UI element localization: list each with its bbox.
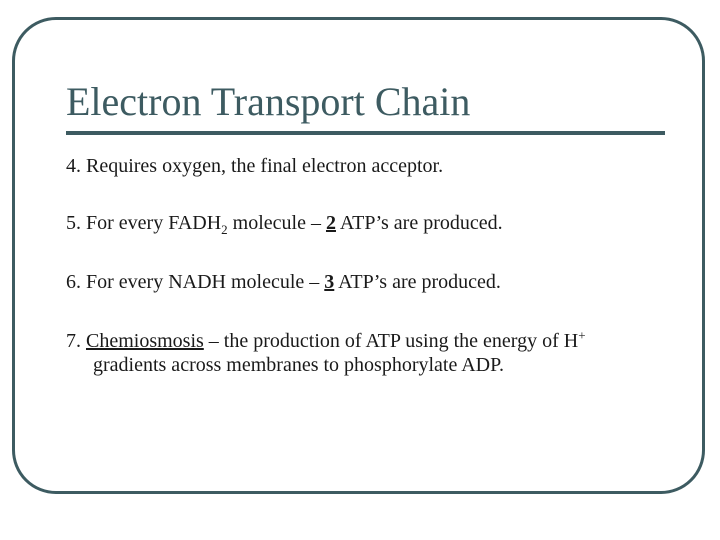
bullet-6-text-end: ATP’s are produced. bbox=[334, 271, 501, 293]
bullet-5 bbox=[66, 211, 503, 235]
bullet-7-superscript: + bbox=[578, 327, 586, 343]
bullet-6-number: 6. bbox=[66, 271, 81, 293]
bullet-6-text-start: For every NADH molecule – bbox=[81, 271, 325, 293]
bullet-5-text-end: ATP’s are produced. bbox=[335, 212, 503, 234]
bullet-4-number: 4. bbox=[66, 155, 81, 177]
bullet-6 bbox=[66, 270, 501, 294]
bullet-6-atp-value: 3 bbox=[324, 271, 335, 293]
bullet-5-text-middle: molecule – bbox=[227, 212, 326, 234]
bullet-4 bbox=[66, 154, 443, 178]
bullet-7-second-line: gradients across membranes to phosphorylate ADP. bbox=[93, 354, 505, 376]
title-underline-rule bbox=[66, 131, 665, 135]
bullet-5-number: 5. bbox=[66, 212, 81, 234]
bullet-7 bbox=[66, 329, 586, 377]
bullet-5-atp-value: 2 bbox=[325, 212, 336, 234]
bullet-4-text: Requires oxygen, the final electron acceptor. bbox=[81, 155, 444, 177]
bullet-5-subscript: 2 bbox=[221, 222, 228, 237]
bullet-7-text-start: – the production of ATP using the energy of H bbox=[203, 330, 579, 352]
slide-title: Electron Transport Chain bbox=[66, 79, 471, 124]
bullet-5-text-start: For every FADH bbox=[81, 212, 222, 234]
bullet-7-number: 7. bbox=[66, 330, 81, 352]
bullet-7-term: Chemiosmosis bbox=[86, 330, 204, 352]
